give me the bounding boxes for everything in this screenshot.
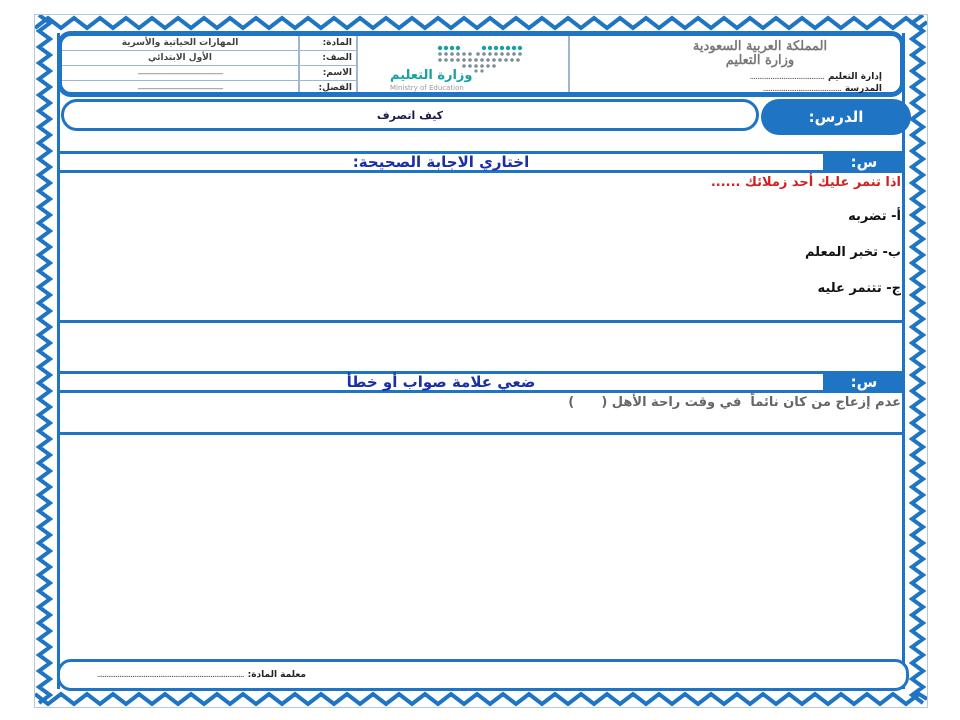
zigzag-border-left [35, 15, 53, 707]
subject-label: المادة: [300, 36, 356, 51]
education-admin-label: إدارة التعليم [827, 72, 882, 82]
frame-line-left [57, 33, 60, 689]
class-field[interactable]: --------------------------------------------- [137, 83, 223, 93]
grade-value: الأول الابتدائي [62, 51, 298, 66]
header-kingdom-section [568, 36, 900, 92]
info-labels-column [298, 36, 356, 92]
lesson-title: كيف اتصرف [376, 108, 444, 122]
lesson-title-box [61, 99, 759, 131]
choice-c[interactable]: ج- تتنمر عليه [817, 281, 901, 296]
question-1-title: اختاري الاجابة الصحيحة: [352, 153, 530, 171]
info-values-column [62, 36, 298, 92]
kingdom-title: المملكة العربية السعودية [692, 39, 828, 54]
school-label: المدرسة [844, 84, 882, 94]
student-info-table [62, 36, 356, 92]
education-admin-row [750, 72, 882, 82]
teacher-signature-box [57, 659, 909, 691]
grade-label: الصف: [300, 51, 356, 66]
ministry-logo-section [356, 36, 568, 92]
name-label: الاسم: [300, 66, 356, 81]
name-field[interactable]: --------------------------------------------- [137, 68, 223, 78]
question-1-tag: س: [823, 154, 905, 170]
teacher-label: معلمة المادة: [247, 670, 306, 680]
class-label: الفصل: [318, 83, 352, 93]
zigzag-border-top [35, 15, 927, 31]
ministry-name-ar: وزارة التعليم [390, 68, 473, 83]
question-1-body [59, 173, 905, 323]
zigzag-border-bottom [35, 691, 927, 707]
ministry-title-calligraphy: وزارة التعليم [725, 53, 795, 68]
true-false-item-1[interactable]: عدم إزعاج من كان نائماً في وقت راحة الأهل ( ) [568, 395, 901, 410]
school-row [763, 84, 882, 94]
education-admin-field[interactable]: ........................................ [749, 72, 824, 82]
school-field[interactable]: .......................................... [762, 84, 841, 94]
subject-value: المهارات الحياتية والأسرية [62, 36, 298, 51]
ministry-name-en: Ministry of Education [390, 84, 464, 92]
question-1-prompt: اذا تنمر عليك أحد زملائك ...... [710, 175, 901, 190]
choice-a[interactable]: أ- تضربه [848, 209, 901, 224]
question-2-title: ضعي علامة صواب أو خطأ [346, 373, 536, 391]
worksheet-header [57, 31, 905, 97]
question-2-header [59, 371, 905, 393]
choice-b[interactable]: ب- تخبر المعلم [804, 245, 901, 260]
teacher-name-field[interactable]: ............................................................................... [96, 670, 244, 680]
kingdom-emblem-text [660, 40, 860, 68]
question-2-tag: س: [823, 374, 905, 390]
lesson-label-pill: الدرس: [761, 99, 911, 135]
zigzag-border-right [909, 15, 927, 707]
worksheet-page [34, 14, 928, 708]
question-1-header [59, 151, 905, 173]
question-2-body [59, 393, 905, 435]
